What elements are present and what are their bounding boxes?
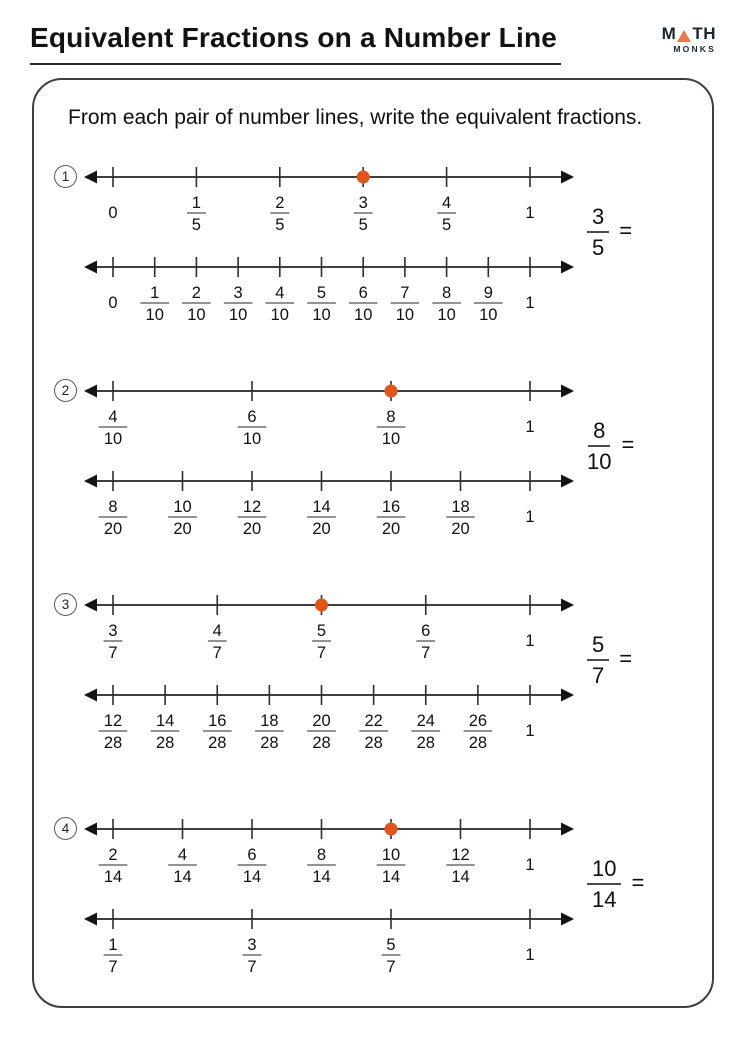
tick-label-denominator: 7 (386, 958, 396, 977)
tick-label-denominator: 10 (187, 306, 206, 325)
tick-label-numerator: 12 (451, 846, 470, 865)
tick-label-denominator: 10 (228, 306, 248, 325)
tick-label-denominator: 7 (212, 644, 222, 663)
arrow-right-icon (561, 261, 574, 274)
tick-label-denominator: 10 (479, 306, 498, 325)
tick-label-denominator: 20 (451, 520, 470, 539)
equation-prompt (587, 857, 644, 911)
tick-label-numerator: 26 (468, 712, 488, 731)
equation-denominator: 10 (587, 449, 612, 475)
number-line-bottom (83, 465, 575, 545)
tick-label-denominator: 10 (145, 306, 164, 325)
logo-wordmark (662, 25, 716, 42)
tick-label-numerator: 10 (381, 846, 401, 865)
equation-fraction (587, 205, 609, 259)
marked-point-dot (385, 385, 398, 398)
arrow-right-icon (561, 913, 574, 926)
tick-label-denominator: 14 (242, 868, 262, 887)
tick-label-denominator: 7 (108, 958, 118, 977)
tick-label-denominator: 20 (173, 520, 192, 539)
number-line-bottom (83, 679, 575, 759)
tick-label: 1 (525, 632, 535, 651)
tick-label-numerator: 2 (191, 284, 201, 303)
tick-label-denominator: 28 (364, 734, 383, 753)
problem-number-badge: 3 (54, 593, 77, 616)
math-monks-logo (662, 22, 716, 54)
tick-label-numerator: 14 (155, 712, 175, 731)
worksheet-panel (32, 78, 714, 1008)
tick-label-denominator: 10 (437, 306, 456, 325)
tick-label-denominator: 28 (208, 734, 227, 753)
problem-2 (54, 375, 702, 545)
tick-label-denominator: 20 (312, 520, 331, 539)
logo-letter-m: M (661, 24, 677, 43)
arrow-left-icon (84, 913, 97, 926)
tick-label-denominator: 10 (354, 306, 373, 325)
tick-label-numerator: 6 (247, 408, 257, 427)
number-line-top (83, 589, 575, 669)
arrow-left-icon (84, 385, 97, 398)
tick-label-denominator: 10 (395, 306, 415, 325)
arrow-left-icon (84, 475, 97, 488)
tick-label-numerator: 4 (108, 408, 118, 427)
tick-label-numerator: 8 (442, 284, 452, 303)
marked-point-dot (315, 599, 328, 612)
marked-point-dot (385, 823, 398, 836)
page-header (0, 0, 742, 65)
number-line-bottom (83, 903, 575, 983)
tick-label-denominator: 14 (381, 868, 401, 887)
tick-label-denominator: 5 (191, 216, 201, 235)
tick-label-numerator: 10 (173, 498, 192, 517)
marked-point-dot (357, 171, 370, 184)
problems-list (54, 161, 702, 983)
number-line-top (83, 375, 575, 455)
equals-sign: = (619, 218, 633, 244)
arrow-left-icon (84, 823, 97, 836)
tick-label-numerator: 4 (275, 284, 285, 303)
tick-label: 1 (525, 204, 535, 223)
equals-sign: = (619, 646, 633, 672)
problem-number-badge: 2 (54, 379, 77, 402)
tick-label-numerator: 1 (191, 194, 201, 213)
tick-label-numerator: 16 (381, 498, 401, 517)
tick-label-numerator: 6 (421, 622, 431, 641)
problem-4 (54, 813, 702, 983)
logo-letters-th: TH (692, 24, 716, 43)
tick-label-numerator: 1 (108, 936, 118, 955)
tick-label-numerator: 7 (400, 284, 410, 303)
tick-label-denominator: 7 (316, 644, 327, 663)
equation-prompt (587, 205, 632, 259)
tick-label: 1 (525, 856, 535, 875)
tick-label-numerator: 9 (483, 284, 493, 303)
tick-label-denominator: 28 (312, 734, 331, 753)
tick-label-numerator: 12 (242, 498, 262, 517)
tick-label-numerator: 3 (247, 936, 257, 955)
tick-label-denominator: 28 (468, 734, 488, 753)
tick-label-numerator: 16 (208, 712, 227, 731)
tick-label-denominator: 7 (421, 644, 431, 663)
tick-label-denominator: 10 (312, 306, 331, 325)
page-title: Equivalent Fractions on a Number Line (30, 22, 561, 65)
tick-label-denominator: 14 (173, 868, 192, 887)
tick-label-numerator: 8 (108, 498, 118, 517)
tick-label: 1 (525, 508, 535, 527)
tick-label-numerator: 6 (358, 284, 368, 303)
equation-denominator: 7 (592, 663, 605, 689)
tick-label-numerator: 8 (386, 408, 396, 427)
equation-numerator: 5 (587, 633, 609, 661)
tick-label-numerator: 2 (108, 846, 118, 865)
number-line-pair (83, 813, 575, 983)
number-line-bottom (83, 251, 575, 331)
tick-label: 1 (525, 722, 535, 741)
tick-label-denominator: 28 (416, 734, 435, 753)
tick-label-denominator: 10 (381, 430, 401, 449)
tick-label-numerator: 8 (316, 846, 327, 865)
tick-label-denominator: 5 (442, 216, 452, 235)
tick-label-denominator: 7 (247, 958, 257, 977)
arrow-right-icon (561, 689, 574, 702)
tick-label-numerator: 3 (233, 284, 243, 303)
tick-label: 1 (525, 946, 535, 965)
tick-label-denominator: 10 (103, 430, 123, 449)
arrow-right-icon (561, 823, 574, 836)
tick-label-numerator: 18 (260, 712, 279, 731)
equals-sign: = (631, 870, 645, 896)
tick-label-denominator: 5 (358, 216, 368, 235)
tick-label-denominator: 10 (242, 430, 262, 449)
logo-subtext: MONKS (673, 44, 716, 54)
tick-label: 1 (525, 418, 535, 437)
equation-numerator: 3 (587, 205, 609, 233)
equation-prompt (587, 419, 634, 473)
tick-label-numerator: 3 (108, 622, 118, 641)
equation-prompt (587, 633, 632, 687)
tick-label-denominator: 14 (312, 868, 331, 887)
tick-label-numerator: 4 (442, 194, 452, 213)
problem-number-badge: 1 (54, 165, 77, 188)
equation-fraction (587, 857, 621, 911)
tick-label-numerator: 12 (103, 712, 123, 731)
tick-label-numerator: 14 (312, 498, 331, 517)
equation-numerator: 10 (587, 857, 621, 885)
tick-label-denominator: 20 (381, 520, 401, 539)
tick-label-denominator: 10 (270, 306, 289, 325)
arrow-right-icon (561, 385, 574, 398)
number-line-top (83, 161, 575, 241)
tick-label-denominator: 20 (242, 520, 262, 539)
tick-label-numerator: 5 (316, 622, 327, 641)
tick-label-numerator: 18 (451, 498, 470, 517)
equals-sign: = (621, 432, 635, 458)
arrow-left-icon (84, 261, 97, 274)
arrow-left-icon (84, 599, 97, 612)
arrow-left-icon (84, 689, 97, 702)
problem-1 (54, 161, 702, 331)
tick-label-numerator: 6 (247, 846, 257, 865)
number-line-pair (83, 375, 575, 545)
tick-label-numerator: 4 (212, 622, 222, 641)
tick-label: 0 (108, 204, 118, 223)
tick-label-denominator: 14 (451, 868, 470, 887)
tick-label-numerator: 3 (358, 194, 368, 213)
tick-label-numerator: 5 (386, 936, 396, 955)
tick-label-numerator: 4 (177, 846, 188, 865)
tick-label-numerator: 20 (312, 712, 331, 731)
tick-label: 1 (525, 294, 535, 313)
problem-number-badge: 4 (54, 817, 77, 840)
tick-label: 0 (108, 294, 118, 313)
tick-label-numerator: 2 (275, 194, 285, 213)
tick-label-denominator: 7 (108, 644, 118, 663)
problem-3 (54, 589, 702, 759)
instruction-text: From each pair of number lines, write the equivalent fractions. (68, 106, 643, 130)
equation-denominator: 5 (592, 235, 605, 261)
number-line-pair (83, 161, 575, 331)
number-line-top (83, 813, 575, 893)
equation-numerator: 8 (588, 419, 610, 447)
tick-label-numerator: 24 (416, 712, 435, 731)
tick-label-denominator: 5 (275, 216, 285, 235)
equation-fraction (587, 633, 609, 687)
tick-label-denominator: 28 (155, 734, 175, 753)
tick-label-numerator: 1 (150, 284, 160, 303)
tick-label-denominator: 14 (103, 868, 123, 887)
tick-label-numerator: 22 (364, 712, 383, 731)
tick-label-denominator: 20 (103, 520, 123, 539)
equation-fraction (587, 419, 611, 473)
arrow-right-icon (561, 171, 574, 184)
tick-label-denominator: 28 (260, 734, 279, 753)
equation-denominator: 14 (592, 887, 617, 913)
arrow-right-icon (561, 599, 574, 612)
arrow-right-icon (561, 475, 574, 488)
tick-label-denominator: 28 (103, 734, 123, 753)
tick-label-numerator: 5 (316, 284, 327, 303)
arrow-left-icon (84, 171, 97, 184)
logo-triangle-icon (677, 30, 691, 42)
number-line-pair (83, 589, 575, 759)
